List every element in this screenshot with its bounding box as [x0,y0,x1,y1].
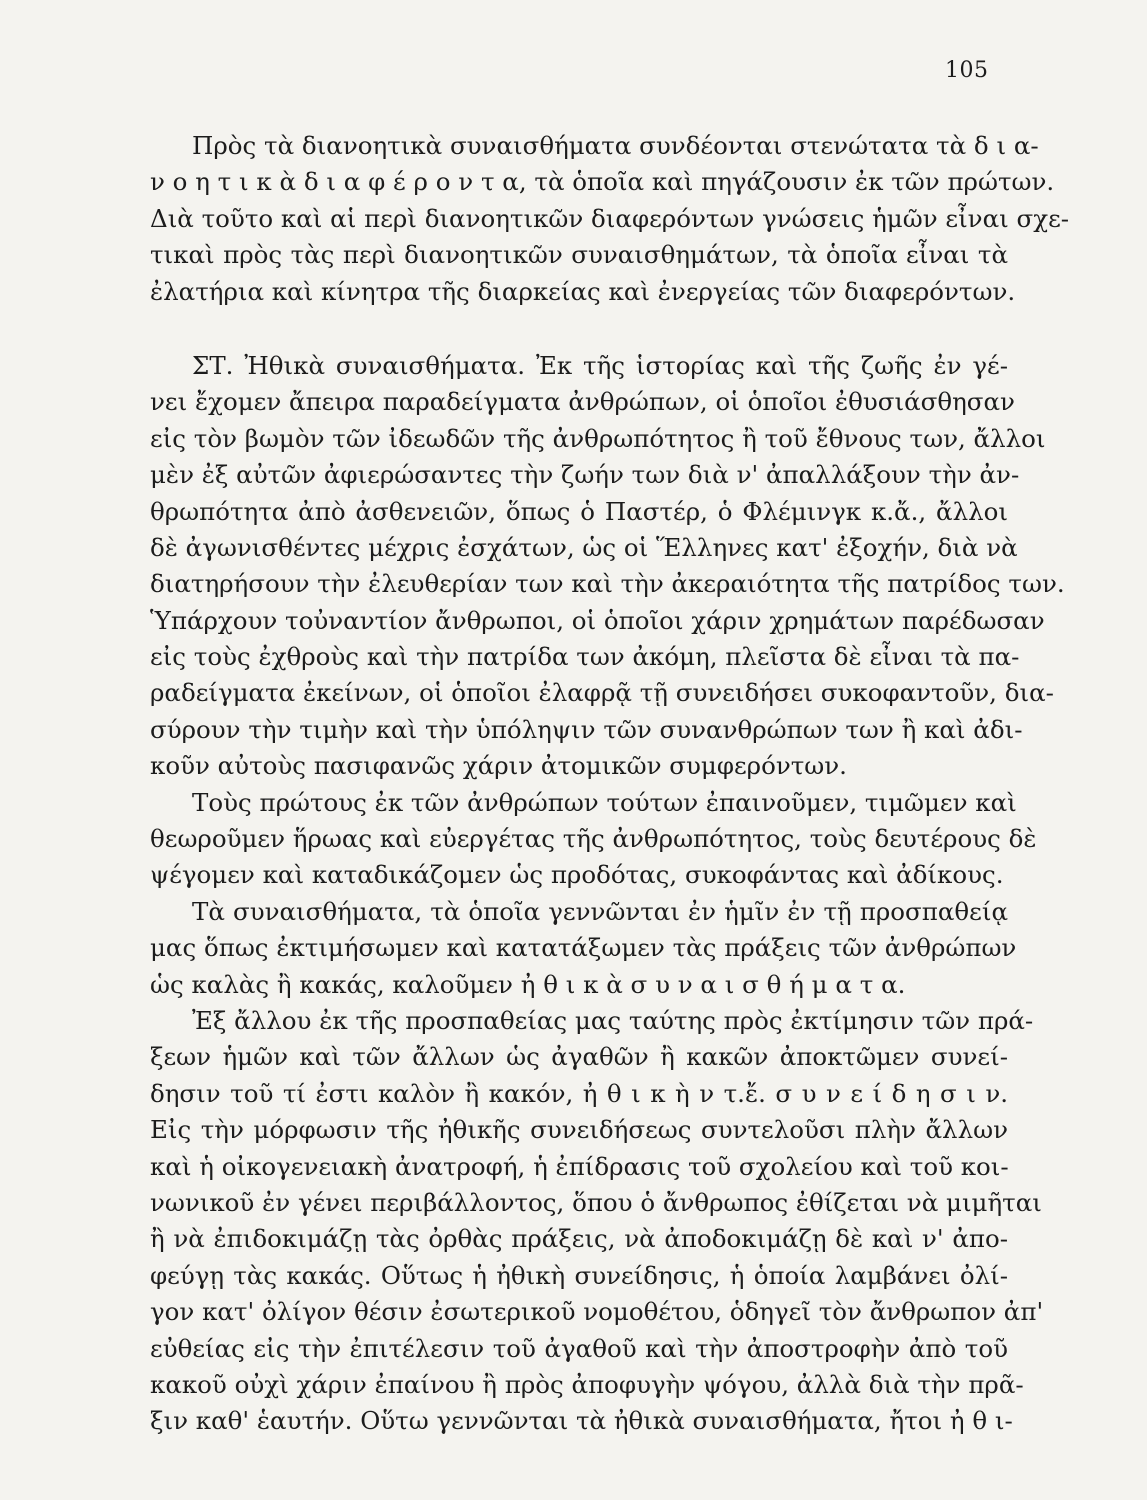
paragraph-praise-and-blame [150,785,1037,894]
text-line: σύρουν τὴν τιμὴν καὶ τὴν ὑπόληψιν τῶν συνανθρώπων των ἢ καὶ ἀδι- [150,714,1023,744]
text-line: καὶ ἡ οἰκογενειακὴ ἀνατροφή, ἡ ἐπίδρασις τοῦ σχολείου καὶ τοῦ κοι- [150,1151,1009,1181]
text-line: τικαὶ πρὸς τὰς περὶ διανοητικῶν συναισθημάτων, τὰ ὁποῖα εἶναι τὰ [150,240,1008,270]
text-line: Ὑπάρχουν τοὐναντίον ἄνθρωποι, οἱ ὁποῖοι χάριν χρημάτων παρέδωσαν [150,605,1045,635]
text-line: δησιν τοῦ τί ἐστι καλὸν ἢ κακόν, ἠ θ ι κ ὴ ν τ.ἔ. σ υ ν ε ί δ η σ ι ν. [150,1078,1008,1108]
text-line: γον κατ' ὀλίγον θέσιν ἐσωτερικοῦ νομοθέτου, ὁδηγεῖ τὸν ἄνθρωπον ἀπ' [150,1297,1044,1327]
text-line: μὲν ἐξ αὐτῶν ἀφιερώσαντες τὴν ζωήν των διὰ ν' ἀπαλλάξουν τὴν ἀν- [150,460,1020,490]
text-line: Τὰ συναισθήματα, τὰ ὁποῖα γεννῶνται ἐν ἡμῖν ἐν τῇ προσπαθείᾳ [192,896,1008,926]
text-line: εἰς τοὺς ἐχθροὺς καὶ τὴν πατρίδα των ἀκόμη, πλεῖστα δὲ εἶναι τὰ πα- [150,642,1020,672]
text-line: Διὰ τοῦτο καὶ αἱ περὶ διανοητικῶν διαφερόντων γνώσεις ἡμῶν εἶναι σχε- [150,203,1070,233]
text-line: ὡς καλὰς ἢ κακάς, καλοῦμεν ἠ θ ι κ ὰ σ υ ν α ι σ θ ή μ α τ α. [150,969,906,999]
text-line: κακοῦ οὐχὶ χάριν ἐπαίνου ἢ πρὸς ἀποφυγὴν ψόγου, ἀλλὰ διὰ τὴν πρᾶ- [150,1369,1024,1399]
text-line: διατηρήσουν τὴν ἐλευθερίαν των καὶ τὴν ἀκεραιότητα τῆς πατρίδος των. [150,569,1065,599]
text-line: θρωπότητα ἀπὸ ἀσθενειῶν, ὅπως ὁ Παστέρ, ὁ Φλέμινγκ κ.ἄ., ἄλλοι [150,496,1008,526]
text-line: ξιν καθ' ἑαυτήν. Οὕτω γεννῶνται τὰ ἠθικὰ συναισθήματα, ἤτοι ἠ θ ι- [150,1406,1013,1436]
text-line: μας ὅπως ἐκτιμήσωμεν καὶ κατατάξωμεν τὰς πράξεις τῶν ἀνθρώπων [150,933,1017,963]
text-line: ξεων ἡμῶν καὶ τῶν ἄλλων ὡς ἀγαθῶν ἢ κακῶν ἀποκτῶμεν συνεί- [150,1042,1008,1072]
paragraph-ethical-feelings-heading [150,348,1065,785]
text-line: Τοὺς πρώτους ἐκ τῶν ἀνθρώπων τούτων ἐπαινοῦμεν, τιμῶμεν καὶ [192,787,1017,817]
text-line: ἢ νὰ ἐπιδοκιμάζῃ τὰς ὀρθὰς πράξεις, νὰ ἀποδοκιμάζῃ δὲ καὶ ν' ἀπο- [150,1224,1008,1254]
text-line: νει ἔχομεν ἄπειρα παραδείγματα ἀνθρώπων, οἱ ὁποῖοι ἐθυσιάσθησαν [150,387,1015,417]
section-gap [150,310,1008,348]
text-line: εὐθείας εἰς τὴν ἐπιτέλεσιν τοῦ ἀγαθοῦ καὶ τὴν ἀποστροφὴν ἀπὸ τοῦ [150,1333,1008,1363]
text-line: Ἐξ ἄλλου ἐκ τῆς προσπαθείας μας ταύτης πρὸς ἐκτίμησιν τῶν πρά- [192,1005,1034,1035]
paragraph-conscience [150,1003,1044,1440]
body-text [150,128,1070,1440]
text-line: Πρὸς τὰ διανοητικὰ συναισθήματα συνδέονται στενώτατα τὰ δ ι α- [192,131,1039,160]
text-line: δὲ ἀγωνισθέντες μέχρις ἐσχάτων, ὡς οἱ Ἕλληνες κατ' ἐξοχήν, διὰ νὰ [150,532,1018,562]
text-line: ψέγομεν καὶ καταδικάζομεν ὡς προδότας, συκοφάντας καὶ ἀδίκους. [150,860,1004,890]
text-line: Εἰς τὴν μόρφωσιν τῆς ἠθικῆς συνειδήσεως συντελοῦσι πλὴν ἄλλων [150,1115,1008,1145]
paragraph-intellectual-interests [150,128,1070,310]
text-line: θεωροῦμεν ἥρωας καὶ εὐεργέτας τῆς ἀνθρωπότητος, τοὺς δευτέρους δὲ [150,824,1037,854]
text-line: ἐλατήρια καὶ κίνητρα τῆς διαρκείας καὶ ἐνεργείας τῶν διαφερόντων. [150,276,1016,306]
paragraph-definition [150,894,1017,1003]
text-line: φεύγῃ τὰς κακάς. Οὕτως ἡ ἠθικὴ συνείδησις, ἡ ὁποία λαμβάνει ὀλί- [150,1260,1008,1290]
section-heading-line: ΣΤ. Ἠθικὰ συναισθήματα. Ἐκ τῆς ἱστορίας καὶ τῆς ζωῆς ἐν γέ- [192,350,1008,380]
text-line: ραδείγματα ἐκείνων, οἱ ὁποῖοι ἐλαφρᾷ τῇ συνειδήσει συκοφαντοῦν, δια- [150,678,1054,708]
text-line: εἰς τὸν βωμὸν τῶν ἰδεωδῶν τῆς ἀνθρωπότητος ἢ τοῦ ἔθνους των, ἄλλοι [150,423,1046,453]
text-line: νωνικοῦ ἐν γένει περιβάλλοντος, ὅπου ὁ ἄνθρωπος ἐθίζεται νὰ μιμῆται [150,1187,1042,1217]
page-number: 105 [945,58,989,83]
text-line: ν ο η τ ι κ ὰ δ ι α φ έ ρ ο ν τ α, τὰ ὁποῖα καὶ πηγάζουσιν ἐκ τῶν πρώτων. [150,167,1055,197]
text-line: κοῦν αὐτοὺς πασιφανῶς χάριν ἀτομικῶν συμφερόντων. [150,751,847,781]
